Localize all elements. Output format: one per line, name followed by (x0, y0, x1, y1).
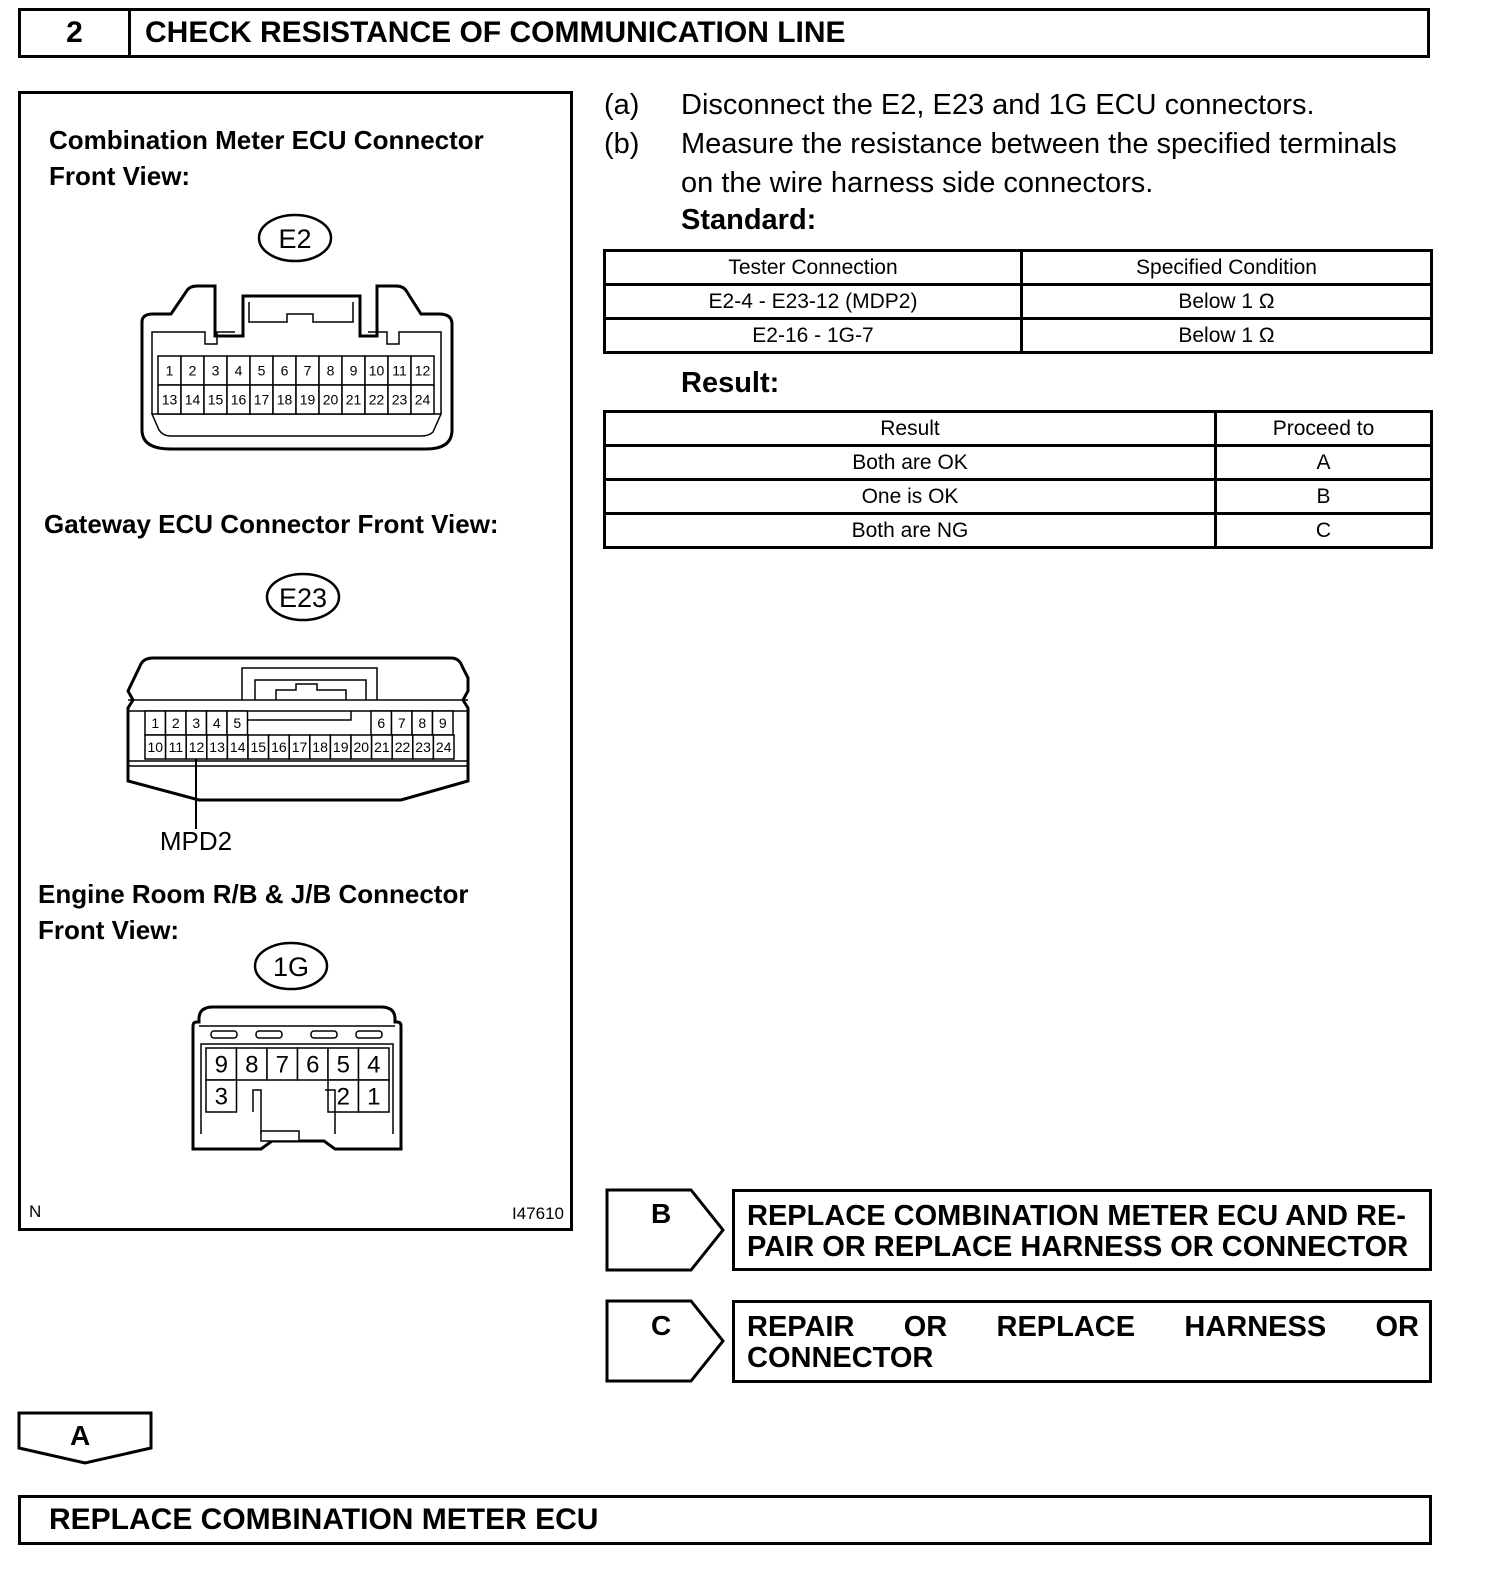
1g-row1-pin-number: 7 (275, 1051, 289, 1079)
table-cell: B (1216, 480, 1432, 514)
e23-caption: Gateway ECU Connector Front View: (44, 509, 499, 539)
e2-row1-pin-number: 1 (165, 362, 174, 379)
e23-connector-id-label: E23 (278, 583, 328, 613)
e2-row1-pin-number: 2 (188, 362, 197, 379)
e2-row2-pin-number: 19 (299, 391, 316, 408)
e23-row1-right-pin-number: 8 (418, 715, 427, 732)
connector-diagrams (21, 94, 570, 1228)
e23-row2-pin-number: 10 (147, 739, 164, 756)
result-b-action (732, 1189, 1432, 1271)
table-header-row (605, 412, 1432, 446)
result-b-action-line2: PAIR OR REPLACE HARNESS OR CONNECTOR (747, 1231, 1409, 1263)
e2-row2-pin-number: 18 (276, 391, 293, 408)
result-a-code: A (70, 1420, 91, 1451)
instruction-b-marker: (b) (604, 128, 640, 160)
1g-row1-pin-number: 4 (367, 1051, 381, 1079)
figure-corner-left: N (29, 1202, 42, 1221)
e2-row2-pin-number: 24 (414, 391, 431, 408)
step-number: 2 (21, 11, 131, 55)
instruction-b-text-cont: on the wire harness side connectors. (681, 167, 1154, 199)
1g-row1-pin-number: 5 (336, 1051, 350, 1079)
mpd2-pin-label: MPD2 (159, 826, 233, 856)
e23-row1-left-pin-number: 1 (151, 715, 160, 732)
e2-row2-pin-number: 15 (207, 391, 224, 408)
table-row (605, 480, 1432, 514)
1g-top-slot (311, 1031, 337, 1038)
e23-row2-pin-number: 18 (312, 739, 328, 756)
table-row (605, 446, 1432, 480)
header-cell: Result (605, 412, 1216, 446)
header-cell: Proceed to (1216, 412, 1432, 446)
1g-latch (261, 1131, 299, 1141)
e23-row2-pin-number: 11 (168, 739, 184, 756)
figure-id: I47610 (512, 1204, 564, 1223)
connector-figure (18, 91, 573, 1231)
e2-row2-pin-number: 20 (322, 391, 339, 408)
e2-row1-pin-number: 10 (368, 362, 385, 379)
e2-row1-pin-number: 6 (280, 362, 289, 379)
e2-caption-line1: Combination Meter ECU Connector (49, 125, 484, 155)
instruction-a-marker: (a) (604, 89, 640, 121)
result-label: Result: (681, 367, 780, 399)
result-table (603, 410, 1433, 549)
e23-row2-pin-number: 24 (435, 739, 452, 756)
e23-row1-left-pin-number: 3 (192, 715, 201, 732)
e2-row1-pin-number: 11 (392, 362, 407, 379)
e23-row2-pin-number: 15 (250, 739, 267, 756)
word: REPAIR (747, 1311, 855, 1343)
e2-row2-pin-number: 13 (161, 391, 178, 408)
1g-top-slot (256, 1031, 282, 1038)
1g-row2-right-pin-number: 1 (367, 1083, 381, 1111)
e2-row1-pin-number: 3 (211, 362, 220, 379)
1g-row1-pin-number: 9 (214, 1051, 228, 1079)
step-header (18, 8, 1430, 58)
e23-row2-pin-number: 16 (271, 739, 287, 756)
e2-row2-pin-number: 14 (184, 391, 201, 408)
word: OR (1375, 1311, 1419, 1343)
table-row (605, 514, 1432, 548)
1g-connector-id-label: 1G (272, 952, 310, 982)
e23-row2-pin-number: 14 (229, 739, 246, 756)
table-cell: Below 1 Ω (1022, 319, 1432, 353)
table-cell: C (1216, 514, 1432, 548)
e23-row1-left-pin-number: 4 (212, 715, 221, 732)
table-cell: E2-16 - 1G-7 (605, 319, 1022, 353)
e23-row1-left-pin-number: 5 (233, 715, 242, 732)
e2-row2-pin-number: 23 (391, 391, 408, 408)
word: OR (903, 1311, 948, 1343)
e23-row2-pin-number: 23 (415, 739, 431, 756)
e23-row2-pin-number: 22 (394, 739, 411, 756)
result-c-action-line1 (747, 1312, 1429, 1343)
table-cell: Below 1 Ω (1022, 285, 1432, 319)
result-b-code: B (651, 1198, 672, 1229)
e2-row1-pin-number: 7 (303, 362, 312, 379)
e23-row2-pin-number: 20 (353, 739, 370, 756)
e23-row2-pin-number: 13 (209, 739, 225, 756)
table-cell: E2-4 - E23-12 (MDP2) (605, 285, 1022, 319)
e2-row1-pin-number: 5 (257, 362, 266, 379)
e2-connector-id-label: E2 (278, 224, 312, 254)
e2-row1-pin-number: 9 (349, 362, 358, 379)
e23-row1-right-pin-number: 6 (377, 715, 386, 732)
e2-row2-pin-number: 17 (253, 391, 270, 408)
result-c-action (732, 1300, 1432, 1383)
table-cell: A (1216, 446, 1432, 480)
next-step-title: REPLACE COMBINATION METER ECU (49, 1503, 599, 1536)
1g-top-slot (211, 1031, 237, 1038)
e23-row2-pin-number: 21 (374, 739, 390, 756)
next-step-box (18, 1495, 1432, 1545)
1g-row2-right-pin-number: 2 (336, 1083, 350, 1111)
1g-row1-pin-number: 8 (245, 1051, 259, 1079)
e23-row1-right-pin-number: 9 (438, 715, 447, 732)
header-cell: Specified Condition (1022, 251, 1432, 285)
e2-row1-pin-number: 8 (326, 362, 335, 379)
step-title: CHECK RESISTANCE OF COMMUNICATION LINE (145, 16, 846, 49)
result-c-action-line2: CONNECTOR (747, 1342, 934, 1374)
e23-row2-pin-number: 19 (332, 739, 349, 756)
e2-row2-pin-number: 21 (345, 391, 362, 408)
result-c-code: C (651, 1310, 672, 1341)
header-cell: Tester Connection (605, 251, 1022, 285)
instruction-b-text: Measure the resistance between the specified terminals (681, 128, 1397, 160)
e2-row1-pin-number: 12 (414, 362, 431, 379)
word: REPLACE (996, 1311, 1136, 1343)
table-row (605, 285, 1432, 319)
e23-row1-right-pin-number: 7 (397, 715, 406, 732)
e23-row1-left-pin-number: 2 (171, 715, 180, 732)
e2-caption-line2: Front View: (49, 161, 191, 191)
table-cell: One is OK (605, 480, 1216, 514)
word: HARNESS (1184, 1311, 1327, 1343)
table-cell: Both are NG (605, 514, 1216, 548)
result-b-action-line1: REPLACE COMBINATION METER ECU AND RE- (747, 1200, 1406, 1232)
table-header-row (605, 251, 1432, 285)
standard-label: Standard: (681, 204, 817, 236)
table-cell: Both are OK (605, 446, 1216, 480)
instruction-a-text: Disconnect the E2, E23 and 1G ECU connectors. (681, 89, 1315, 121)
e23-row2-pin-number: 17 (291, 739, 308, 756)
e2-row1-pin-number: 4 (234, 362, 243, 379)
1g-top-slot (356, 1031, 382, 1038)
standard-table (603, 249, 1433, 354)
1g-row1-pin-number: 6 (306, 1051, 320, 1079)
1g-caption-line2: Front View: (38, 915, 180, 945)
1g-row2-left-pin-number: 3 (214, 1083, 228, 1111)
e23-row2-pin-number: 12 (188, 739, 205, 756)
e2-row2-pin-number: 16 (230, 391, 247, 408)
1g-caption-line1: Engine Room R/B & J/B Connector (38, 879, 469, 909)
e2-row2-pin-number: 22 (368, 391, 385, 408)
table-row (605, 319, 1432, 353)
